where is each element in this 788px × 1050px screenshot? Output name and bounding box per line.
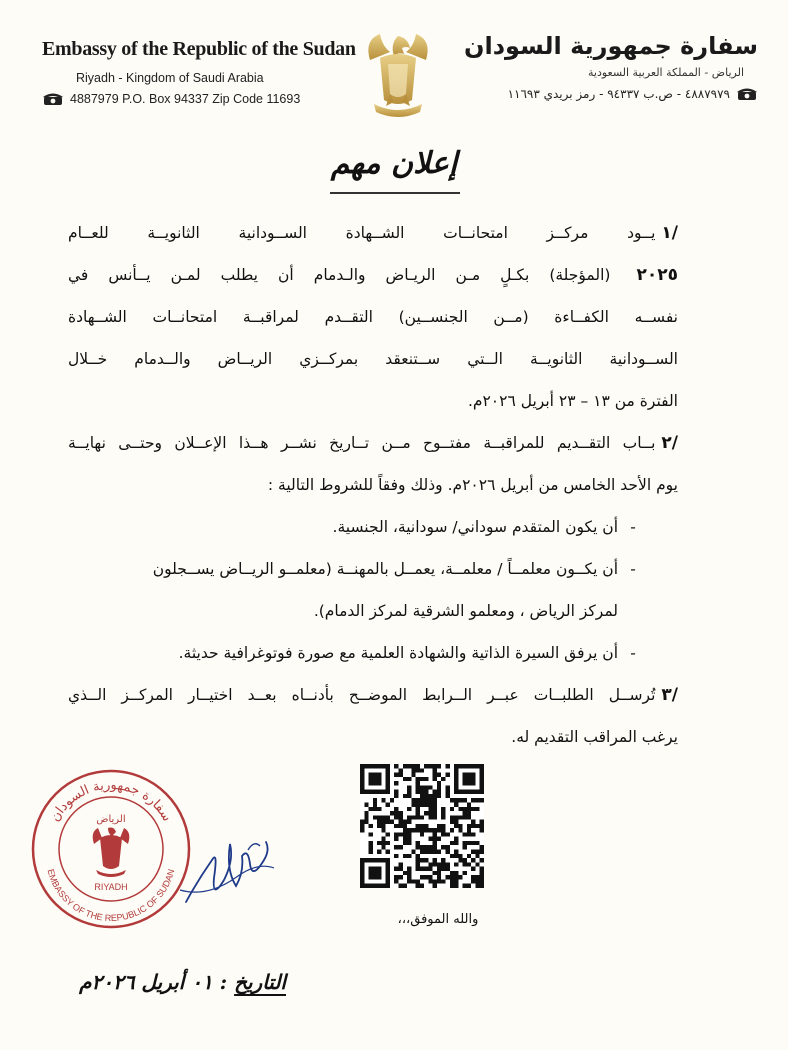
bullet-dash: - — [630, 560, 636, 578]
paragraph-1-line-2 — [68, 254, 678, 296]
english-location: Riyadh - Kingdom of Saudi Arabia — [76, 71, 264, 85]
emblem-icon — [360, 30, 436, 126]
document-date — [79, 970, 286, 994]
paragraph-2-line-1 — [68, 422, 678, 464]
condition-text: أن يكــون معلمــاً / معلمــة، يعمــل بالمهنــة (معلمــو الريــاض يســجلون — [152, 560, 618, 578]
paragraph-3-line-2: يرغب المراقب التقديم له. — [511, 728, 678, 746]
condition-text: أن يكون المتقدم سوداني/ سودانية، الجنسية. — [332, 518, 618, 536]
arabic-contact — [458, 87, 758, 101]
condition-text: أن يرفق السيرة الذاتية والشهادة العلمية مع صورة فوتوغرافية حديثة. — [178, 644, 618, 662]
paragraph-number: /٣ — [661, 685, 678, 705]
condition-3 — [68, 632, 678, 674]
paragraph-1-line-4: الســودانية الثانويــة الــتي ســتنعقد بمركــزي الريــاض والــدمام خــلال — [68, 350, 678, 368]
stamp-english-city: RIYADH — [94, 882, 128, 892]
stamp-english-text: EMBASSY OF THE REPUBLIC OF SUDAN — [45, 867, 177, 924]
paragraph-2-line-2: يوم الأحد الخامس من أبريل ٢٠٢٦م. وذلك وفقاً للشروط التالية : — [267, 476, 678, 494]
title-underline — [330, 192, 460, 194]
year-number: ٢٠٢٥ — [636, 265, 678, 285]
english-contact — [42, 92, 342, 106]
stamp-emblem-icon — [93, 828, 130, 878]
paragraph-text: يــود مركــز امتحانــات الشــهادة الســودانية الثانويــة للعــام — [68, 224, 656, 242]
paragraph-1-line-3: نفســه الكفــاءة (مــن الجنســين) التقــدم لمراقبــة امتحانــات الشــهادة — [68, 308, 678, 326]
condition-2 — [68, 548, 678, 590]
english-title: Embassy of the Republic of the Sudan — [42, 38, 356, 60]
english-header — [42, 38, 356, 106]
arabic-contact-text: ٤٨٨٧٩٧٩ - ص.ب ٩٤٣٣٧ - رمز بريدي ١١٦٩٣ — [507, 87, 730, 101]
stamp-arabic-text: سفارة جمهورية السودان — [47, 777, 175, 825]
date-label: التاريخ — [234, 970, 286, 994]
bullet-dash: - — [630, 644, 636, 662]
closing-text: والله الموفق،،، — [397, 912, 479, 927]
embassy-stamp — [28, 766, 194, 932]
paragraph-1-line-1 — [68, 212, 678, 254]
announcement-body — [68, 212, 678, 758]
arabic-location: الرياض - المملكة العربية السعودية — [587, 66, 744, 79]
phone-icon — [42, 92, 64, 106]
arabic-header — [458, 32, 758, 101]
condition-2-continued: لمركز الرياض ، ومعلمو الشرقية لمركز الدمام). — [313, 602, 618, 620]
paragraph-text: تُرســل الطلبــات عبــر الــرابط الموضــح بأدنــاه بعــد اختيــار المركــز الــذي — [68, 686, 656, 704]
qr-code[interactable] — [356, 764, 488, 888]
bullet-dash: - — [630, 518, 636, 536]
phone-icon — [736, 87, 758, 101]
arabic-title: سفارة جمهورية السودان — [464, 32, 758, 60]
english-contact-text: 4887979 P.O. Box 94337 Zip Code 11693 — [70, 92, 301, 106]
paragraph-number: /١ — [661, 223, 678, 243]
paragraph-1-line-5: الفترة من ١٣ – ٢٣ أبريل ٢٠٢٦م. — [467, 392, 678, 410]
paragraph-text: بــاب التقــديم للمراقبــة مفتــوح مــن تــاريخ نشــر هــذا الإعــلان وحتــى نهايــة — [68, 434, 656, 452]
condition-1 — [68, 506, 678, 548]
paragraph-number: /٢ — [661, 433, 678, 453]
announcement-title: إعلان مهم — [330, 146, 458, 181]
paragraph-3-line-1 — [68, 674, 678, 716]
stamp-arabic-city: الرياض — [96, 814, 126, 825]
date-value: : ٠١ أبريل ٢٠٢٦م — [79, 970, 228, 994]
signature — [178, 820, 278, 910]
paragraph-text: (المؤجلة) بكـلٍ مـن الريـاض والـدمام أن يطلب لمـن يــأنس في — [68, 266, 611, 284]
